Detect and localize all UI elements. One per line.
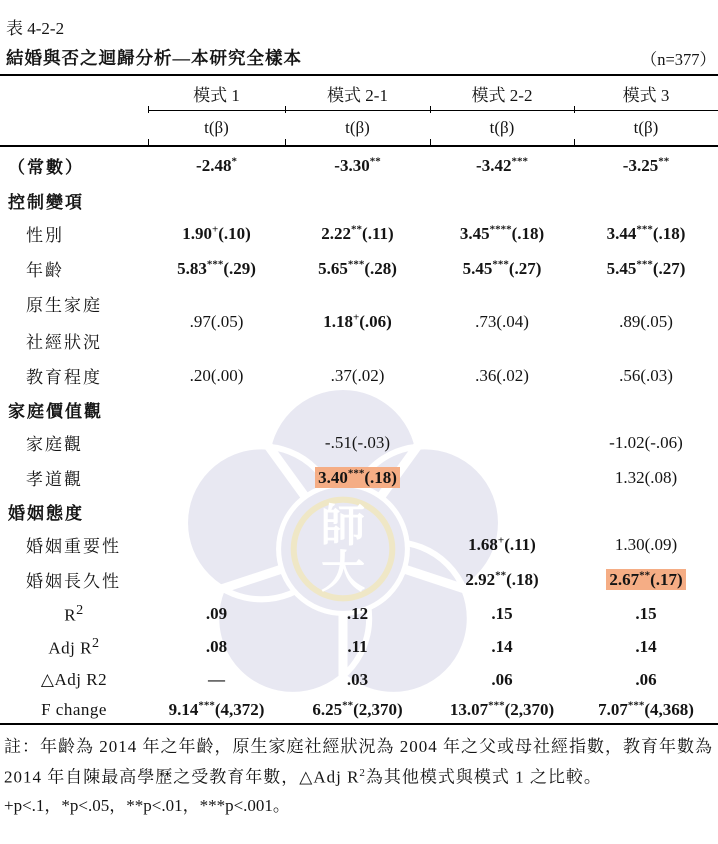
row-label: △Adj R2 <box>40 669 108 689</box>
value-cell <box>430 604 574 624</box>
column-tick <box>574 106 575 113</box>
model-header-cell-1: 模式 1 <box>193 85 240 105</box>
cell-value: 1.90+(.10) <box>182 223 251 243</box>
row-label: 性別 <box>26 226 64 245</box>
value-cell <box>430 223 574 244</box>
note-text: 註：年齡為 2014 年之年齡，原生家庭社經狀況為 2004 年之父或母社經指數，教育年數為 2014 年自陳最高學歷之受教育年數，△Adj R <box>4 737 713 787</box>
value-cell <box>148 258 285 279</box>
value-cell <box>574 366 718 386</box>
stat-header-cell-4: t(β) <box>633 118 659 137</box>
cell-value: .15 <box>491 603 513 623</box>
table-number: 表 4-2-2 <box>6 19 65 38</box>
value-cell <box>148 637 285 657</box>
value-cell <box>574 155 718 176</box>
note-superscript: 2 <box>359 767 366 779</box>
cell-value: — <box>208 669 225 689</box>
table-row <box>0 663 718 696</box>
table-row <box>0 393 718 425</box>
cell-value: 3.40***(.18) <box>315 467 400 488</box>
cell-value: 5.45***(.27) <box>606 258 686 278</box>
value-cell <box>285 637 430 657</box>
cell-value: .09 <box>205 603 228 623</box>
value-cell <box>574 468 718 488</box>
table-title-row <box>0 39 718 74</box>
value-cell <box>430 258 574 279</box>
row-label: 婚姻長久性 <box>26 572 121 591</box>
cell-value: .08 <box>205 636 228 656</box>
value-cell <box>430 637 574 657</box>
cell-value: 3.45****(.18) <box>459 223 545 243</box>
value-cell <box>285 223 430 244</box>
row-label <box>0 291 148 353</box>
section-label: 家庭價值觀 <box>8 401 103 421</box>
value-cell <box>574 569 718 590</box>
value-cell <box>574 223 718 244</box>
cell-value: 2.22**(.11) <box>321 223 394 243</box>
value-cell <box>148 155 285 176</box>
cell-value: .89(.05) <box>619 312 673 331</box>
row-label: $R^2$ <box>64 601 84 625</box>
table-row <box>0 216 718 251</box>
value-cell <box>574 535 718 555</box>
table-row <box>0 527 718 562</box>
table-body <box>0 147 718 723</box>
cell-value: 9.14***(4,372) <box>168 699 265 719</box>
cell-value: .06 <box>635 669 657 689</box>
cell-value: .73(.04) <box>475 312 529 331</box>
value-cell <box>285 604 430 624</box>
value-cell <box>148 223 285 244</box>
value-cell <box>148 312 285 332</box>
cell-value: 2.67**(.17) <box>606 569 685 590</box>
cell-value: .14 <box>491 636 513 656</box>
value-cell <box>574 637 718 657</box>
value-cell <box>148 604 285 624</box>
model-header-cell-2: 模式 2-1 <box>327 85 388 105</box>
cell-value: .03 <box>346 669 369 689</box>
cell-value: -.51(-.03) <box>324 432 391 452</box>
value-cell <box>285 312 430 333</box>
value-cell <box>574 604 718 624</box>
row-label: F change <box>41 699 107 719</box>
value-cell <box>285 155 430 176</box>
row-label: 孝道觀 <box>26 470 83 489</box>
table-row <box>0 358 718 393</box>
cell-value: 1.68+(.11) <box>468 534 536 554</box>
value-cell <box>285 670 430 690</box>
cell-value: .56(.03) <box>619 365 673 385</box>
value-cell <box>430 534 574 555</box>
table-row <box>0 147 718 184</box>
value-cell <box>148 699 285 720</box>
value-cell <box>148 670 285 690</box>
value-cell <box>574 670 718 690</box>
stat-header-cell-3: t(β) <box>489 118 515 137</box>
model-header-row <box>0 76 718 110</box>
row-label-line1: 原生家庭 <box>26 296 102 315</box>
value-cell <box>285 699 430 720</box>
cell-value: 1.18+(.06) <box>323 311 392 332</box>
value-cell <box>285 258 430 279</box>
table-row <box>0 562 718 597</box>
row-label-line2: 社經狀況 <box>26 333 102 352</box>
cell-value: .97(.05) <box>189 312 244 331</box>
column-tick <box>430 139 431 146</box>
row-label: Adj $R^2$ <box>48 634 100 658</box>
cell-value: .12 <box>346 603 369 623</box>
table-title: 結婚與否之迴歸分析—本研究全樣本 <box>6 48 302 68</box>
cell-value: .36(.02) <box>475 365 529 385</box>
cell-value: 1.32(.08) <box>614 467 678 487</box>
column-tick <box>148 106 149 113</box>
column-tick <box>430 106 431 113</box>
row-label: 教育程度 <box>26 368 102 387</box>
value-cell <box>430 699 574 720</box>
table-row <box>0 630 718 663</box>
value-cell <box>574 433 718 453</box>
row-label: 年齡 <box>26 261 64 280</box>
section-label: 控制變項 <box>8 192 84 212</box>
value-cell <box>285 433 430 453</box>
value-cell <box>285 467 430 488</box>
cell-value: 5.45***(.27) <box>462 258 542 278</box>
cell-value: 5.83***(.29) <box>177 258 256 278</box>
significance-note: +p<.1，*p<.05，**p<.01，***p<.001。 <box>4 795 290 815</box>
cell-value: -3.42*** <box>476 155 528 175</box>
table-row <box>0 286 718 358</box>
table-row <box>0 460 718 495</box>
table-row <box>0 696 718 723</box>
table-row <box>0 495 718 527</box>
column-tick <box>148 139 149 146</box>
row-label: 婚姻重要性 <box>26 537 121 556</box>
cell-value: 6.25**(2,370) <box>312 699 403 719</box>
table-note <box>0 725 718 791</box>
column-tick <box>574 139 575 146</box>
cell-value: -3.25** <box>622 155 670 175</box>
cell-value: -2.48* <box>196 155 237 175</box>
value-cell <box>574 699 718 720</box>
sample-size: （n=377） <box>640 50 716 69</box>
cell-value: .15 <box>635 603 657 623</box>
section-label: 婚姻態度 <box>8 503 84 523</box>
cell-value: .14 <box>635 636 657 656</box>
value-cell <box>574 258 718 279</box>
seal-char-top: 師 <box>320 501 366 551</box>
value-cell <box>430 569 574 590</box>
model-header-cell-3: 模式 2-2 <box>471 85 533 105</box>
table-row <box>0 425 718 460</box>
table-row <box>0 251 718 286</box>
stat-header-cell-1: t(β) <box>204 118 229 137</box>
table-header <box>0 76 718 145</box>
stat-header-cell-2: t(β) <box>345 118 370 137</box>
value-cell <box>430 366 574 386</box>
stat-header-row <box>0 111 718 145</box>
cell-value: 7.07***(4,368) <box>598 699 694 719</box>
cell-value: .20(.00) <box>189 365 244 385</box>
model-header-cell-4: 模式 3 <box>622 85 670 105</box>
value-cell <box>574 312 718 332</box>
row-label: （常數） <box>8 158 84 177</box>
value-cell <box>148 366 285 386</box>
cell-value: 13.07***(2,370) <box>449 699 555 719</box>
cell-value: -1.02(-.06) <box>609 432 683 452</box>
table-row <box>0 597 718 630</box>
value-cell <box>430 155 574 176</box>
cell-value: .11 <box>347 636 368 656</box>
value-cell <box>430 312 574 332</box>
value-cell <box>430 670 574 690</box>
table-row <box>0 184 718 216</box>
cell-value: .06 <box>491 669 513 689</box>
cell-value: .37(.02) <box>330 365 385 385</box>
seal-char-bottom: 大 <box>320 548 366 598</box>
cell-value: 1.30(.09) <box>614 534 678 554</box>
column-tick <box>285 139 286 146</box>
cell-value: 5.65***(.28) <box>318 258 397 278</box>
value-cell <box>285 366 430 386</box>
cell-value: 3.44***(.18) <box>606 223 686 243</box>
column-tick <box>285 106 286 113</box>
note-text: 為其他模式與模式 1 之比較。 <box>365 767 602 787</box>
cell-value: 2.92**(.18) <box>465 569 539 589</box>
cell-value: -3.30** <box>334 155 381 175</box>
row-label: 家庭觀 <box>26 435 83 454</box>
